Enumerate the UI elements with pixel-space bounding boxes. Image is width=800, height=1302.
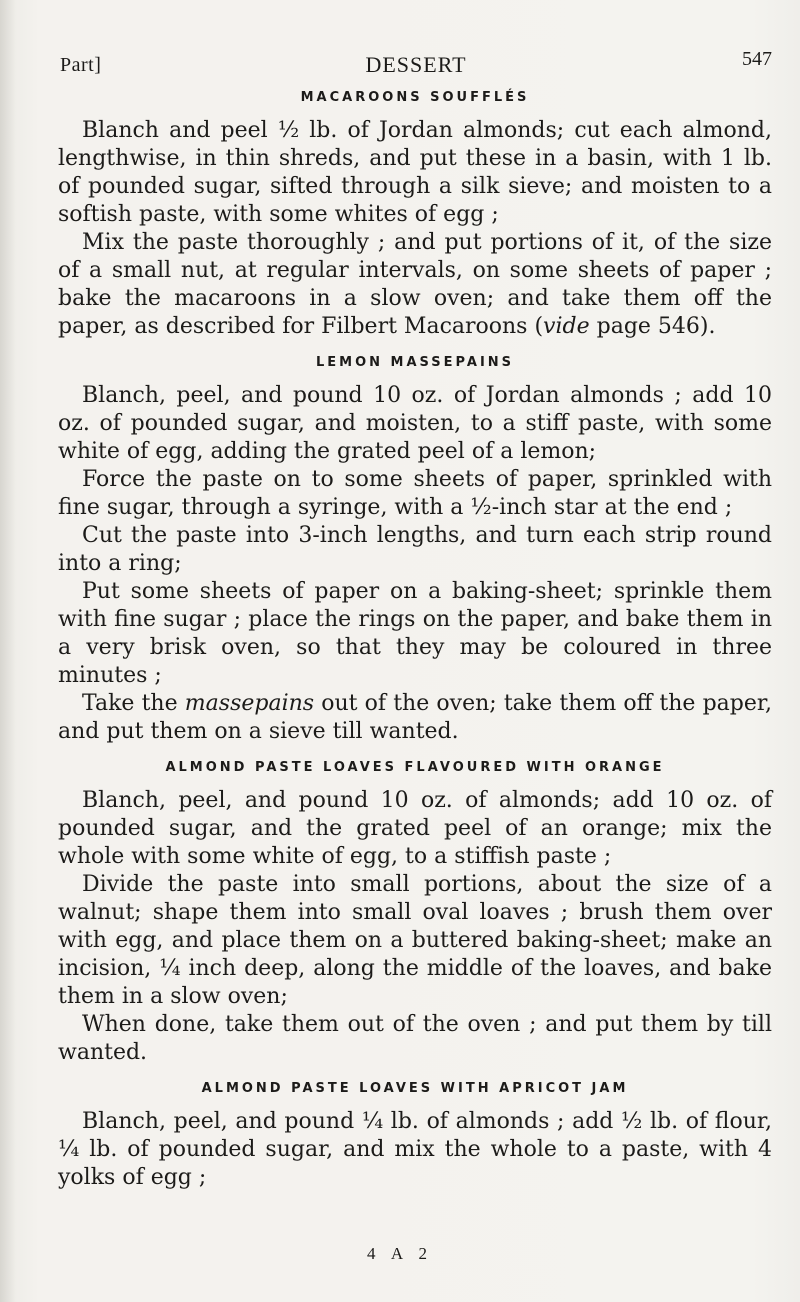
page-number: 547 [742,48,772,70]
recipe-paragraph: Blanch, peel, and pound ¼ lb. of almonds ; add ½ lb. of flour, ¼ lb. of pounded sugar, and mix the whole to a paste, with 4 yolks of egg ; [58,1109,772,1190]
recipe-paragraph: Force the paste on to some sheets of paper, sprinkled with fine sugar, through a syringe, with a ½-inch star at the end ; [58,467,772,520]
recipe-almond-loaves-orange [58,760,772,1067]
recipe-paragraph: Divide the paste into small portions, about the size of a walnut; shape them into small oval loaves ; brush them over with egg, and place them on a buttered baking-sheet; make an incision, ¼ inch deep, along the middle of the loaves, and bake them in a slow oven; [58,872,772,1009]
recipe-almond-loaves-apricot [58,1081,772,1192]
chapter-title: DESSERT [365,52,467,77]
part-label: Part] [60,54,102,76]
recipe-paragraph: Blanch, peel, and pound 10 oz. of almonds; add 10 oz. of pounded sugar, and the grated peel of an orange; mix the whole with some white of egg, to a stiffish paste ; [58,788,772,869]
recipe-lemon-massepains [58,355,772,746]
recipe-paragraph: Cut the paste into 3-inch lengths, and turn each strip round into a ring; [58,523,772,576]
recipe-heading: ALMOND PASTE LOAVES WITH APRICOT JAM [201,1081,629,1096]
paragraph-text: Mix the paste thoroughly ; and put portions of it, of the size of a small nut, at regular intervals, on some sheets of paper ; bake the macaroons in a slow oven; and take them off the paper, as described for Filbert Macaroons (vide page 546). [58,230,772,339]
recipe-paragraph: Take the massepains out of the oven; take them off the paper, and put them on a sieve till wanted. [58,691,772,744]
page-gutter-shadow [0,0,16,1302]
recipe-paragraph: Blanch and peel ½ lb. of Jordan almonds; cut each almond, lengthwise, in thin shreds, and put these in a basin, with 1 lb. of pounded sugar, sifted through a silk sieve; and moisten to a softish paste, with some whites of egg ; [58,118,772,227]
recipe-paragraph: When done, take them out of the oven ; and put them by till wanted. [58,1012,772,1065]
recipe-paragraph: Blanch, peel, and pound 10 oz. of Jordan almonds ; add 10 oz. of pounded sugar, and moisten, to a stiff paste, with some white of egg, adding the grated peel of a lemon; [58,383,772,464]
signature-mark: 4 A 2 [367,1244,433,1263]
recipe-paragraph: Put some sheets of paper on a baking-sheet; sprinkle them with fine sugar ; place the rings on the paper, and bake them in a very brisk oven, so that they may be coloured in three minutes ; [58,579,772,688]
recipe-heading: ALMOND PASTE LOAVES FLAVOURED WITH ORANGE [165,760,665,775]
recipe-heading: MACAROONS SOUFFLÉS [300,90,530,105]
recipe-macaroons-souffles [58,90,772,341]
running-head [60,48,772,78]
recipe-paragraph [58,229,772,341]
recipe-heading: LEMON MASSEPAINS [315,355,515,370]
page-body [58,90,772,1206]
